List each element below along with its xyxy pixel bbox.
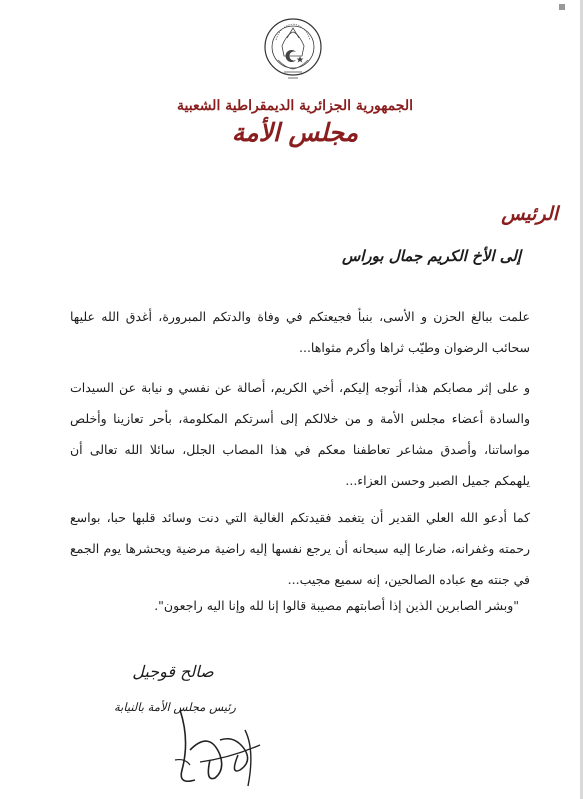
signatory-title: رئيس مجلس الأمة بالنيابة: [113, 700, 236, 714]
handwritten-signature: [160, 700, 270, 792]
president-mark: الرئيس: [501, 203, 558, 225]
letterhead-republic: الجمهورية الجزائرية الديمقراطية الشعبية: [176, 98, 413, 114]
algeria-seal-icon: [262, 16, 324, 86]
letter-addressee: إلى الأخ الكريم جمال بوراس: [341, 247, 521, 265]
quran-quote: "وبشر الصابرين الذين إذا أصابتهم مصيبة قالوا إنا لله وإنا اليه راجعون".: [154, 598, 519, 613]
letter-paragraph: و على إثر مصابكم هذا، أتوجه إليكم، أخي الكريم، أصالة عن نفسي و نيابة عن السيدات والسادة أعضاء مجلس الأمة و من خلالكم إلى أسرتكم المكلومة، بأحر تعازينا وأخلص مواساتنا، وأصدق مشاعر تعاطفنا معكم في هذا المصاب الجلل، سائلا الله تعالى أن يلهمكم جميل الصبر وحسن العزاء...: [70, 380, 530, 488]
letter-paragraph: علمت ببالغ الحزن و الأسى، بنبأ فجيعتكم في وفاة والدتكم المبرورة، أغدق الله عليها سحائب الرضوان وطيّب ثراها وأكرم مثواها...: [70, 309, 530, 355]
letterhead-council: مجلس الأمة: [231, 118, 359, 147]
scan-corner-mark: [559, 4, 565, 10]
letter-paragraph: كما أدعو الله العلي القدير أن يتغمد فقيدتكم الغالية التي دنت وسائد قلبها حبا، بواسع رحمته وغفرانه، ضارعا إليه سبحانه أن يرجع نفسها إليه راضية مرضية ويحشرها يوم الجمع في جنته مع عباده الصالحين، إنه سميع مجيب...: [70, 510, 530, 587]
signatory-name: صالح قوجيل: [132, 662, 214, 681]
